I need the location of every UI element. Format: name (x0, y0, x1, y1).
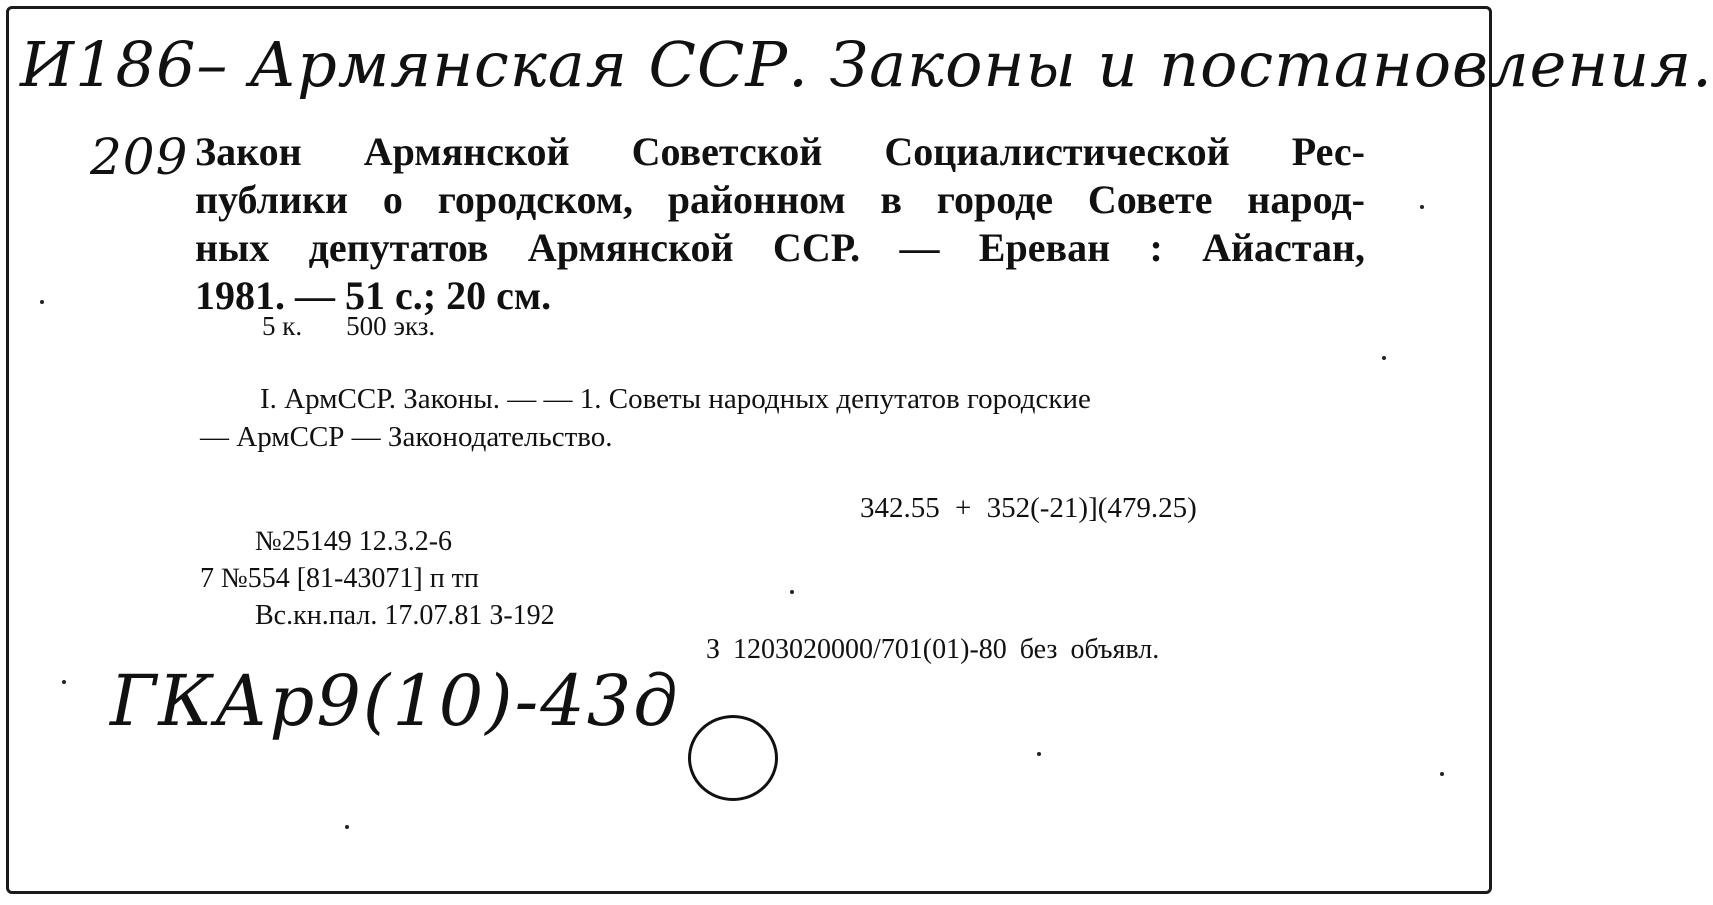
price-line (262, 311, 435, 342)
speck-icon (1420, 205, 1424, 209)
copies: 500 экз. (346, 311, 436, 341)
speck-icon (1382, 356, 1386, 360)
price: 5 к. (262, 311, 303, 341)
handwritten-number: 209 (90, 128, 189, 186)
description-line: Закон Армянской Советской Социалистической Рес- (195, 129, 1365, 174)
speck-icon (62, 680, 66, 684)
description-line: публики о городском, районном в городе Совете народ- (195, 177, 1365, 222)
subject-line: I. АрмССР. Законы. — — 1. Советы народных депутатов городские (260, 383, 1091, 415)
subject-headings (200, 380, 1362, 456)
speck-icon (345, 825, 349, 829)
handwritten-shelfmark: ГКАр9(10)-43д (110, 660, 680, 742)
registry-line-3: Вс.кн.пал. 17.07.81 З-192 (255, 600, 555, 631)
publication-description (195, 128, 1365, 320)
description-line: 1981. — 51 с.; 20 см. (195, 273, 552, 318)
registry-line-2: 7 №554 [81-43071] п тп (200, 563, 479, 594)
publication-code: З 1203020000/701(01)-80 без объявл. (706, 634, 1160, 665)
handwritten-heading: И186– Армянская ССР. Законы и постановления. (20, 28, 1713, 101)
subject-line: — АрмССР — Законодательство. (200, 421, 613, 453)
speck-icon (1037, 752, 1041, 756)
speck-icon (790, 590, 794, 594)
registry-line-1: №25149 12.3.2-6 (255, 526, 453, 557)
circle-mark-icon (688, 715, 778, 801)
description-line: ных депутатов Армянской ССР. — Ереван : Айастан, (195, 225, 1365, 270)
speck-icon (40, 300, 44, 304)
speck-icon (1440, 772, 1444, 776)
classification-index: 342.55 + 352(-21)](479.25) (860, 492, 1197, 524)
